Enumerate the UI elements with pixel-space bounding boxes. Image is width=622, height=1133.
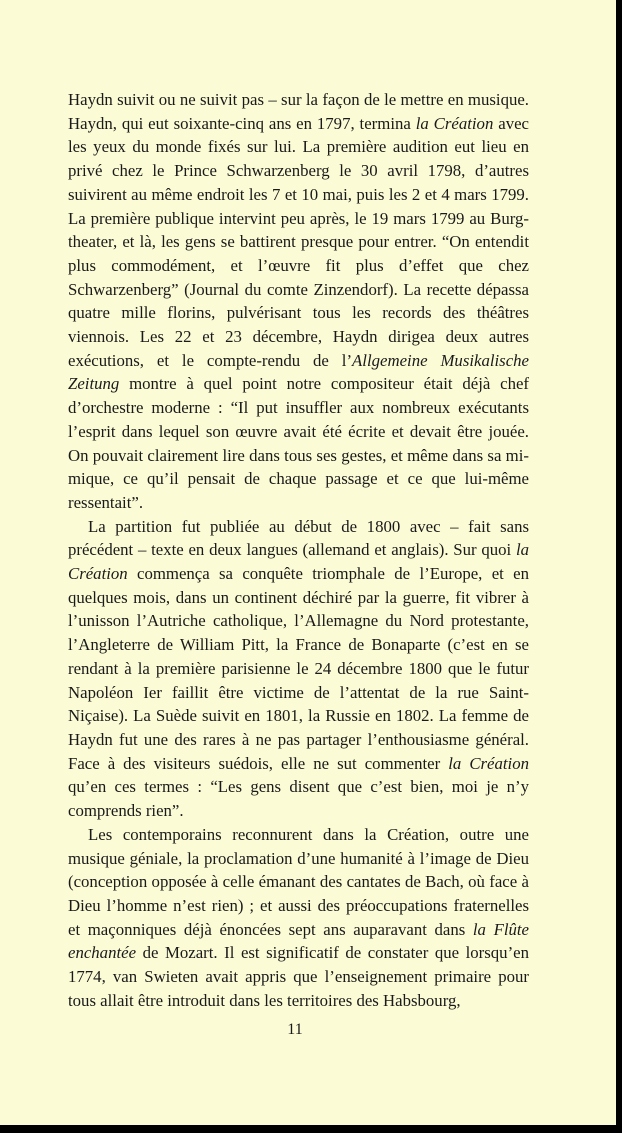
text-run: La partition fut publiée au début de 1800 avec – fait sans précédent – texte en deux langues (allemand et anglais). Sur quoi: [68, 516, 529, 560]
text-run: commença sa conquête triomphale de l’Europe, et en quelques mois, dans un continent déchiré par la guerre, fit vibrer à l’unisson l’Autriche catholique, l’Allemagne du Nord protestante, l’Angleterre de William Pitt, la France de Bonaparte (c’est en se rendant à la première parisienne le 24 décembre 1800 que le futur Napoléon Ier faillit être victime de l’attentat de la rue Saint-Niçaise). La Suède suivit en 1801, la Russie en 1802. La femme de Haydn fut une des rares à ne pas partager l’enthousiasme général. Face à des visiteurs suédois, elle ne sut commenter: [68, 564, 529, 773]
paragraph-2: [68, 515, 529, 823]
scan-edge-bottom: [0, 1125, 622, 1133]
text-run: qu’en ces termes : “Les gens disent que c’est bien, moi je n’y comprends rien”.: [68, 777, 529, 821]
text-run: Les contemporains reconnurent dans la Création, outre une musique géniale, la proclamation d’une humanité à l’image de Dieu (conception opposée à celle émanant des cantates de Bach, où face à Dieu l’homme n’est rien) ; et aussi des préoccupations fraternelles et maçonniques déjà énoncées sept ans auparavant dans: [68, 824, 529, 939]
page-body: [68, 88, 529, 1012]
italic-title: la Création: [68, 540, 529, 584]
text-run: Haydn suivit ou ne suivit pas – sur la façon de le mettre en musique. Haydn, qui eut soixante-cinq ans en 1797, termina: [68, 90, 529, 133]
text-run: avec les yeux du monde fixés sur lui. La première audition eut lieu en privé chez le Prince Schwarzenberg le 30 avril 1798, d’autres suivirent au même endroit les 7 et 10 mai, puis les 2 et 4 mars 1799. La première publique intervint peu après, le 19 mars 1799 au Burgtheater, et là, les gens se battirent presque pour entrer. “On entendit plus commodément, et l’œuvre fit plus d’effet que chez Schwarzenberg” (Journal du comte Zinzendorf). La recette dépassa quatre mille florins, pulvérisant tous les records des théâtres viennois. Les 22 et 23 décembre, Haydn dirigea deux autres exécutions, et le compte-rendu de l’: [68, 113, 529, 370]
page-number: 11: [287, 1021, 303, 1038]
text-run: montre à quel point notre compositeur était déjà chef d’orchestre moderne : “Il put insuffler aux nombreux exécutants l’esprit dans lequel son œuvre avait été écrite et devait être jouée. On pouvait clairement lire dans tous ses gestes, et même dans sa mimique, ce qu’il pensait de chaque passage et ce que lui-même ressentait”.: [68, 374, 529, 512]
text-run: de Mozart. Il est significatif de constater que lorsqu’en 1774, van Swieten avait appris que l’enseignement primaire pour tous allait être introduit dans les territoires des Habsbourg,: [68, 943, 529, 1010]
italic-title: la Flûte enchantée: [68, 919, 529, 963]
italic-title: la Création: [448, 753, 529, 773]
paragraph-3: [68, 823, 529, 1013]
scan-edge-right: [616, 0, 622, 1133]
italic-title: Allgemeine Musikalische Zeitung: [68, 350, 529, 394]
paragraph-1: [68, 88, 529, 515]
italic-title: la Création: [415, 113, 494, 133]
